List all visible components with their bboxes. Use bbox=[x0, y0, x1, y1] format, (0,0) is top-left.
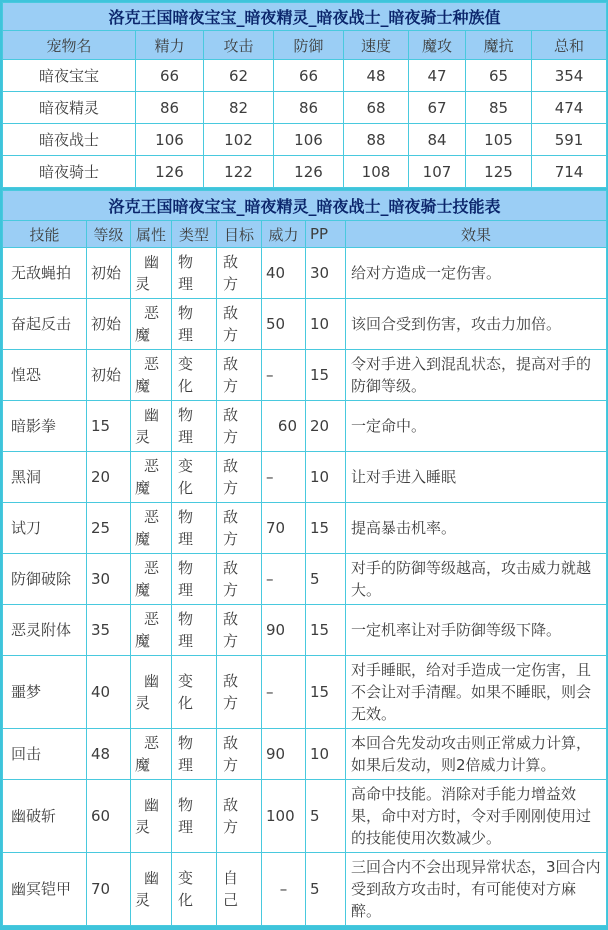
stat-value-cell: 68 bbox=[344, 92, 409, 124]
target-cell: 敌方 bbox=[217, 729, 262, 780]
stat-value-cell: 86 bbox=[136, 92, 204, 124]
stat-value-cell: 48 bbox=[344, 60, 409, 92]
stat-value-cell: 47 bbox=[409, 60, 466, 92]
target-cell: 敌方 bbox=[217, 605, 262, 656]
stat-value-cell: 88 bbox=[344, 124, 409, 156]
pet-name-cell: 暗夜战士 bbox=[3, 124, 136, 156]
stat-value-cell: 474 bbox=[532, 92, 607, 124]
type-cell: 物理 bbox=[172, 503, 217, 554]
target-cell: 敌方 bbox=[217, 780, 262, 853]
stat-value-cell: 102 bbox=[204, 124, 274, 156]
skill-name-cell: 幽冥铠甲 bbox=[3, 853, 87, 926]
effect-cell: 三回合内不会出现异常状态，3回合内受到敌方攻击时，有可能使对方麻醉。 bbox=[346, 853, 607, 926]
power-cell: 40 bbox=[262, 248, 306, 299]
skill-row bbox=[3, 780, 607, 853]
skills-header-col-5: 威力 bbox=[262, 221, 306, 248]
attribute-cell: 恶魔 bbox=[131, 729, 172, 780]
stat-value-cell: 108 bbox=[344, 156, 409, 188]
skill-row bbox=[3, 656, 607, 729]
effect-cell: 提高暴击机率。 bbox=[346, 503, 607, 554]
stats-header-col-4: 速度 bbox=[344, 31, 409, 60]
skills-header-col-1: 等级 bbox=[87, 221, 131, 248]
pp-cell: 15 bbox=[306, 656, 346, 729]
attribute-cell: 幽灵 bbox=[131, 656, 172, 729]
skills-header-row bbox=[3, 221, 607, 248]
stat-value-cell: 86 bbox=[274, 92, 344, 124]
target-cell: 敌方 bbox=[217, 656, 262, 729]
skill-name-cell: 暗影拳 bbox=[3, 401, 87, 452]
pp-cell: 5 bbox=[306, 554, 346, 605]
type-cell: 变化 bbox=[172, 350, 217, 401]
skill-row bbox=[3, 729, 607, 780]
stats-header-col-6: 魔抗 bbox=[466, 31, 532, 60]
type-cell: 物理 bbox=[172, 605, 217, 656]
skill-row bbox=[3, 350, 607, 401]
pp-cell: 15 bbox=[306, 350, 346, 401]
stat-value-cell: 65 bbox=[466, 60, 532, 92]
stats-header-col-2: 攻击 bbox=[204, 31, 274, 60]
type-cell: 变化 bbox=[172, 853, 217, 926]
attribute-cell: 恶魔 bbox=[131, 350, 172, 401]
pet-name-cell: 暗夜宝宝 bbox=[3, 60, 136, 92]
stat-value-cell: 84 bbox=[409, 124, 466, 156]
effect-cell: 给对方造成一定伤害。 bbox=[346, 248, 607, 299]
skills-header-col-6: PP bbox=[306, 221, 346, 248]
skill-name-cell: 幽破斩 bbox=[3, 780, 87, 853]
stat-value-cell: 66 bbox=[274, 60, 344, 92]
power-cell: 70 bbox=[262, 503, 306, 554]
stats-row bbox=[3, 92, 607, 124]
type-cell: 物理 bbox=[172, 780, 217, 853]
level-cell: 70 bbox=[87, 853, 131, 926]
type-cell: 物理 bbox=[172, 729, 217, 780]
pp-cell: 10 bbox=[306, 452, 346, 503]
stat-value-cell: 354 bbox=[532, 60, 607, 92]
skill-name-cell: 无敌蝇拍 bbox=[3, 248, 87, 299]
skill-name-cell: 试刀 bbox=[3, 503, 87, 554]
skill-name-cell: 回击 bbox=[3, 729, 87, 780]
effect-cell: 本回合先发动攻击则正常威力计算，如果后发动，则2倍威力计算。 bbox=[346, 729, 607, 780]
effect-cell: 一定机率让对手防御等级下降。 bbox=[346, 605, 607, 656]
pp-cell: 5 bbox=[306, 853, 346, 926]
power-cell: – bbox=[262, 350, 306, 401]
type-cell: 物理 bbox=[172, 248, 217, 299]
level-cell: 48 bbox=[87, 729, 131, 780]
stats-header-col-7: 总和 bbox=[532, 31, 607, 60]
target-cell: 敌方 bbox=[217, 401, 262, 452]
pp-cell: 30 bbox=[306, 248, 346, 299]
level-cell: 25 bbox=[87, 503, 131, 554]
skill-row bbox=[3, 853, 607, 926]
type-cell: 物理 bbox=[172, 554, 217, 605]
stat-value-cell: 126 bbox=[274, 156, 344, 188]
skills-header-col-2: 属性 bbox=[131, 221, 172, 248]
effect-cell: 该回合受到伤害，攻击力加倍。 bbox=[346, 299, 607, 350]
skill-row bbox=[3, 248, 607, 299]
attribute-cell: 恶魔 bbox=[131, 554, 172, 605]
target-cell: 敌方 bbox=[217, 299, 262, 350]
power-cell: 100 bbox=[262, 780, 306, 853]
skills-table-title: 洛克王国暗夜宝宝_暗夜精灵_暗夜战士_暗夜骑士技能表 bbox=[3, 191, 607, 221]
attribute-cell: 恶魔 bbox=[131, 299, 172, 350]
stats-row bbox=[3, 60, 607, 92]
attribute-cell: 幽灵 bbox=[131, 853, 172, 926]
level-cell: 35 bbox=[87, 605, 131, 656]
stats-table-title: 洛克王国暗夜宝宝_暗夜精灵_暗夜战士_暗夜骑士种族值 bbox=[3, 3, 607, 31]
stat-value-cell: 66 bbox=[136, 60, 204, 92]
pp-cell: 5 bbox=[306, 780, 346, 853]
level-cell: 30 bbox=[87, 554, 131, 605]
skill-row bbox=[3, 554, 607, 605]
stat-value-cell: 67 bbox=[409, 92, 466, 124]
skill-row bbox=[3, 452, 607, 503]
skills-header-col-0: 技能 bbox=[3, 221, 87, 248]
effect-cell: 对手睡眠，给对手造成一定伤害，且不会让对手清醒。如果不睡眠，则会无效。 bbox=[346, 656, 607, 729]
target-cell: 敌方 bbox=[217, 452, 262, 503]
stat-value-cell: 107 bbox=[409, 156, 466, 188]
target-cell: 敌方 bbox=[217, 350, 262, 401]
stats-table bbox=[2, 2, 607, 188]
power-cell: – bbox=[262, 853, 306, 926]
stat-value-cell: 591 bbox=[532, 124, 607, 156]
type-cell: 变化 bbox=[172, 452, 217, 503]
stats-row bbox=[3, 156, 607, 188]
skill-row bbox=[3, 503, 607, 554]
stat-value-cell: 126 bbox=[136, 156, 204, 188]
stats-title-row bbox=[3, 3, 607, 31]
stat-value-cell: 105 bbox=[466, 124, 532, 156]
power-cell: – bbox=[262, 452, 306, 503]
stat-value-cell: 106 bbox=[136, 124, 204, 156]
stat-value-cell: 125 bbox=[466, 156, 532, 188]
skills-header-col-4: 目标 bbox=[217, 221, 262, 248]
power-cell: – bbox=[262, 656, 306, 729]
effect-cell: 对手的防御等级越高，攻击威力就越大。 bbox=[346, 554, 607, 605]
pp-cell: 15 bbox=[306, 605, 346, 656]
level-cell: 初始 bbox=[87, 248, 131, 299]
skill-row bbox=[3, 299, 607, 350]
pet-name-cell: 暗夜骑士 bbox=[3, 156, 136, 188]
pp-cell: 20 bbox=[306, 401, 346, 452]
stats-header-col-5: 魔攻 bbox=[409, 31, 466, 60]
skill-name-cell: 防御破除 bbox=[3, 554, 87, 605]
target-cell: 自己 bbox=[217, 853, 262, 926]
stat-value-cell: 106 bbox=[274, 124, 344, 156]
attribute-cell: 恶魔 bbox=[131, 503, 172, 554]
effect-cell: 一定命中。 bbox=[346, 401, 607, 452]
level-cell: 60 bbox=[87, 780, 131, 853]
stat-value-cell: 122 bbox=[204, 156, 274, 188]
target-cell: 敌方 bbox=[217, 554, 262, 605]
stats-header-pet-name: 宠物名 bbox=[3, 31, 136, 60]
stat-value-cell: 85 bbox=[466, 92, 532, 124]
effect-cell: 高命中技能。消除对手能力增益效果，命中对方时，令对手刚刚使用过的技能使用次数减少。 bbox=[346, 780, 607, 853]
effect-cell: 令对手进入到混乱状态，提高对手的防御等级。 bbox=[346, 350, 607, 401]
pp-cell: 10 bbox=[306, 729, 346, 780]
attribute-cell: 幽灵 bbox=[131, 401, 172, 452]
skill-name-cell: 奋起反击 bbox=[3, 299, 87, 350]
skills-header-col-7: 效果 bbox=[346, 221, 607, 248]
type-cell: 物理 bbox=[172, 299, 217, 350]
skill-name-cell: 惶恐 bbox=[3, 350, 87, 401]
stat-value-cell: 82 bbox=[204, 92, 274, 124]
stats-header-row bbox=[3, 31, 607, 60]
skills-header-col-3: 类型 bbox=[172, 221, 217, 248]
level-cell: 20 bbox=[87, 452, 131, 503]
level-cell: 15 bbox=[87, 401, 131, 452]
pp-cell: 15 bbox=[306, 503, 346, 554]
stats-row bbox=[3, 124, 607, 156]
attribute-cell: 恶魔 bbox=[131, 452, 172, 503]
type-cell: 物理 bbox=[172, 401, 217, 452]
power-cell: 90 bbox=[262, 729, 306, 780]
skill-name-cell: 黑洞 bbox=[3, 452, 87, 503]
stats-header-col-1: 精力 bbox=[136, 31, 204, 60]
stat-value-cell: 62 bbox=[204, 60, 274, 92]
attribute-cell: 幽灵 bbox=[131, 780, 172, 853]
skill-row bbox=[3, 605, 607, 656]
target-cell: 敌方 bbox=[217, 503, 262, 554]
skill-row bbox=[3, 401, 607, 452]
skill-name-cell: 恶灵附体 bbox=[3, 605, 87, 656]
target-cell: 敌方 bbox=[217, 248, 262, 299]
power-cell: – bbox=[262, 554, 306, 605]
stats-header-col-3: 防御 bbox=[274, 31, 344, 60]
power-cell: 50 bbox=[262, 299, 306, 350]
level-cell: 40 bbox=[87, 656, 131, 729]
effect-cell: 让对手进入睡眠 bbox=[346, 452, 607, 503]
level-cell: 初始 bbox=[87, 350, 131, 401]
pet-name-cell: 暗夜精灵 bbox=[3, 92, 136, 124]
power-cell: 90 bbox=[262, 605, 306, 656]
skills-table bbox=[2, 190, 607, 926]
pp-cell: 10 bbox=[306, 299, 346, 350]
type-cell: 变化 bbox=[172, 656, 217, 729]
attribute-cell: 恶魔 bbox=[131, 605, 172, 656]
power-cell: 60 bbox=[262, 401, 306, 452]
level-cell: 初始 bbox=[87, 299, 131, 350]
skill-name-cell: 噩梦 bbox=[3, 656, 87, 729]
stat-value-cell: 714 bbox=[532, 156, 607, 188]
skills-title-row bbox=[3, 191, 607, 221]
attribute-cell: 幽灵 bbox=[131, 248, 172, 299]
